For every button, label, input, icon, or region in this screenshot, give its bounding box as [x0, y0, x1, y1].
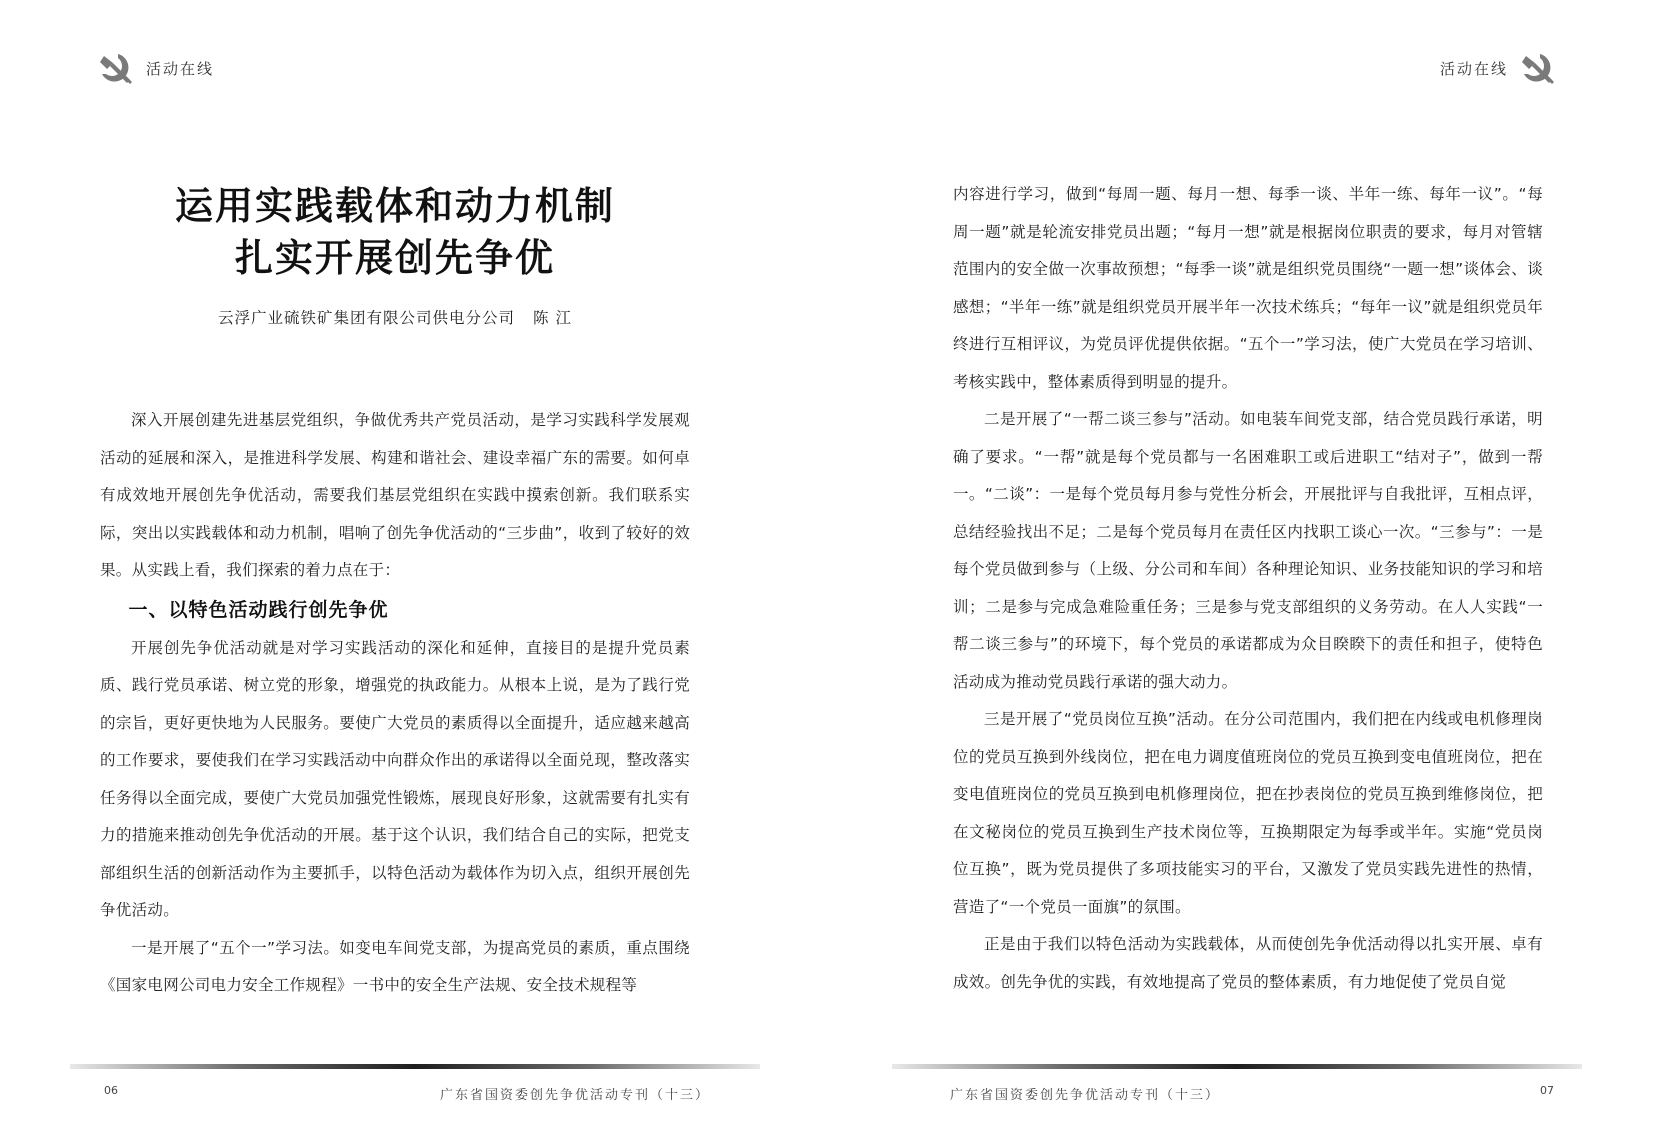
author-organization: 云浮广业硫铁矿集团有限公司供电分公司	[218, 309, 516, 327]
byline	[100, 306, 690, 328]
left-body-text	[100, 402, 690, 1005]
intro-paragraph: 深入开展创建先进基层党组织，争做优秀共产党员活动，是学习实践科学发展观活动的延展和深入，是推进科学发展、构建和谐社会、建设幸福广东的需要。如何卓有成效地开展创先争优活动，需要我们基层党组织在实践中摸索创新。我们联系实际，突出以实践载体和动力机制，唱响了创先争优活动的“三步曲”，收到了较好的效果。从实践上看，我们探索的着力点在于：	[100, 411, 690, 579]
page-number: 06	[104, 1084, 118, 1097]
article-title-line-2: 扎实开展创先争优	[234, 235, 555, 280]
section-heading: 一、以特色活动践行创先争优	[128, 598, 389, 621]
footer-divider	[892, 1064, 1582, 1069]
footer-divider	[70, 1064, 760, 1069]
body-paragraph: 开展创先争优活动就是对学习实践活动的深化和延伸，直接目的是提升党员素质、践行党员承诺、树立党的形象，增强党的执政能力。从根本上说，是为了践行党的宗旨，更好更快地为人民服务。要使广大党员的素质得以全面提升，适应越来越高的工作要求，要使我们在学习实践活动中向群众作出的承诺得以全面兑现，整改落实任务得以全面完成，要使广大党员加强党性锻炼，展现良好形象，这就需要有扎实有力的措施来推动创先争优活动的开展。基于这个认识，我们结合自己的实际，把党支部组织生活的创新活动作为主要抓手，以特色活动为载体作为切入点，组织开展创先争优活动。	[100, 638, 690, 919]
body-paragraph: 一是开展了“五个一”学习法。如变电车间党支部，为提高党员的素质，重点围绕《国家电网公司电力安全工作规程》一书中的安全生产法规、安全技术规程等	[100, 938, 690, 994]
page-header	[1440, 48, 1558, 88]
journal-name: 广东省国资委创先争优活动专刊（十三）	[950, 1088, 1221, 1103]
section-name: 活动在线	[146, 59, 215, 78]
body-paragraph-continued: 内容进行学习，做到“每周一题、每月一想、每季一谈、半年一练、每年一议”。“每周一题”就是轮流安排党员出题；“每月一想”就是根据岗位职责的要求，每月对管辖范围内的安全做一次事故预想；“每季一谈”就是组织党员围绕“一题一想”谈体会、谈感想；“半年一练”就是组织党员开展半年一次技术练兵；“每年一议”就是组织党员年终进行互相评议，为党员评优提供依据。“五个一”学习法，使广大党员在学习培训、考核实践中，整体素质得到明显的提升。	[953, 185, 1543, 391]
article-title-line-1: 运用实践载体和动力机制	[174, 183, 615, 228]
article-title-block	[100, 180, 690, 328]
right-page	[827, 0, 1654, 1130]
author-name: 陈 江	[533, 309, 572, 327]
body-paragraph: 三是开展了“党员岗位互换”活动。在分公司范围内，我们把在内线或电机修理岗位的党员互换到外线岗位，把在电力调度值班岗位的党员互换到变电值班岗位，把在变电值班岗位的党员互换到电机修理岗位，把在抄表岗位的党员互换到维修岗位，把在文秘岗位的党员互换到生产技术岗位等，互换期限定为每季或半年。实施“党员岗位互换”，既为党员提供了多项技能实习的平台，又激发了党员实践先进性的热情，营造了“一个党员一面旗”的氛围。	[953, 710, 1543, 916]
section-name: 活动在线	[1439, 59, 1508, 78]
body-paragraph: 正是由于我们以特色活动为实践载体，从而使创先争优活动得以扎实开展、卓有成效。创先争优的实践，有效地提高了党员的整体素质，有力地促使了党员自觉	[953, 935, 1543, 991]
journal-name: 广东省国资委创先争优活动专刊（十三）	[440, 1088, 711, 1103]
party-emblem-icon	[1518, 48, 1558, 88]
right-body-text	[953, 176, 1543, 1001]
page-header	[96, 48, 214, 88]
party-emblem-icon	[96, 48, 136, 88]
page-number: 07	[1540, 1084, 1554, 1097]
body-paragraph: 二是开展了“一帮二谈三参与”活动。如电装车间党支部，结合党员践行承诺，明确了要求。“一帮”就是每个党员都与一名困难职工或后进职工“结对子”，做到一帮一。“二谈”：一是每个党员每月参与党性分析会，开展批评与自我批评，互相点评，总结经验找出不足；二是每个党员每月在责任区内找职工谈心一次。“三参与”：一是每个党员做到参与（上级、分公司和车间）各种理论知识、业务技能知识的学习和培训；二是参与完成急难险重任务；三是参与党支部组织的义务劳动。在人人实践“一帮二谈三参与”的环境下，每个党员的承诺都成为众目睽睽下的责任和担子，使特色活动成为推动党员践行承诺的强大动力。	[953, 410, 1543, 691]
